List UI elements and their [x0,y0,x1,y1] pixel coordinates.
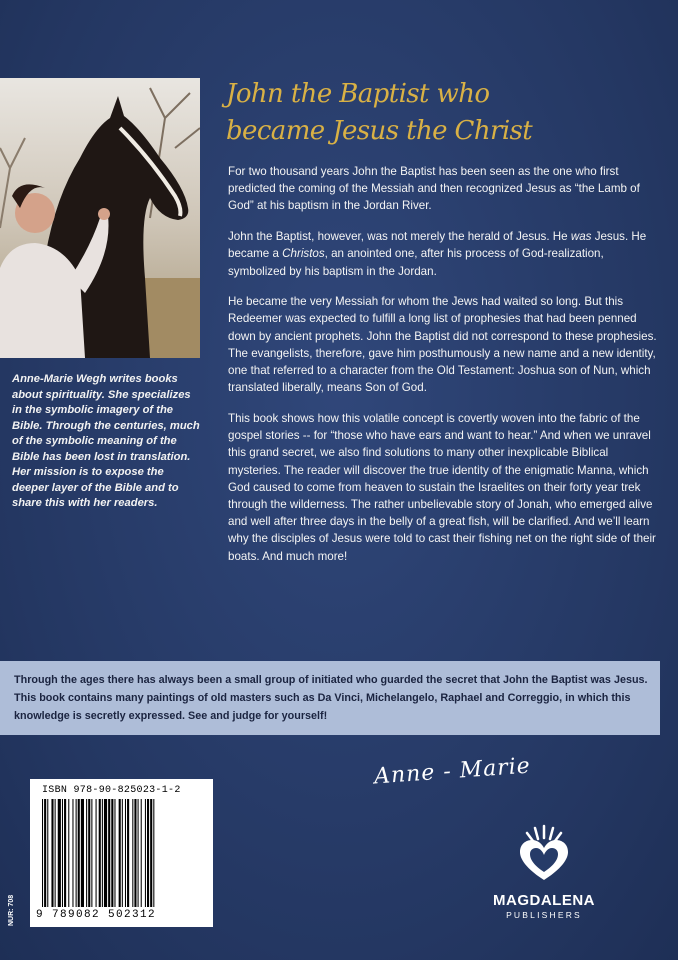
p2-emphasis-was: was [570,230,592,244]
isbn-barcode [30,779,213,927]
ean-digits: 9 789082 502312 [36,909,157,921]
banner-text: Through the ages there has always been a small group of initiated who guarded the secret that John the Baptist was Jesus. This book contains many paintings of old masters such as Da Vinci, Michelangelo, Raphael and Correggio, in which this knowledge is secretly expressed. See and judge for yourself! [14,674,648,722]
author-bio: Anne-Marie Wegh writes books about spirituality. She specializes in the symbolic imagery of the Bible. Through the centuries, much of the symbolic meaning of the Bible has been lost in translation. Her mission is to expose the deeper layer of the Bible and to share this with her readers. [12,373,200,509]
heart-sunburst-icon [516,822,572,884]
paragraph-1: For two thousand years John the Baptist has been seen as the one who first predicted the coming of the Messiah and then recognized Jesus as “the Lamb of God” at his baptism in the Jordan River. [228,165,640,213]
isbn-number: ISBN 978-90-825023-1-2 [42,785,181,796]
barcode-bars [40,799,203,907]
publisher-subtitle: PUBLISHERS [506,910,582,920]
title-line-2: became Jesus the Christ [226,116,533,146]
p2-part-b: Jesus. He became a [228,230,647,261]
p2-part-a: John the Baptist, however, was not merely the herald of Jesus. He [228,230,571,244]
p2-emphasis-christos: Christos [282,247,325,261]
description [228,163,660,578]
p2-part-c: , an anointed one, after his process of God-realization, symbolized by his baptism in the Jordan. [228,247,604,278]
author-signature: Anne - Marie [373,753,532,790]
publisher-name: MAGDALENA [493,892,595,909]
paragraph-2 [228,228,660,280]
title-line-1: John the Baptist who [226,79,490,109]
paragraph-3: He became the very Messiah for whom the Jews had waited so long. But this Redeemer was expected to fulfill a long list of prophesies that had been penned down by ancient prophets. John the Baptist did not correspond to these prophesies. The evangelists, therefore, gave him posthumously a new name and a new identity, one that referred to a character from the Old Testament: Joshua son of Nun, which translated liberally, means Son of God. [228,295,657,395]
book-title [226,76,666,150]
author-photo [0,78,200,358]
nur-code: NUR: 708 [8,894,15,926]
paragraph-4: This book shows how this volatile concept is covertly woven into the fabric of the gospel stories -- for “those who have ears and want to hear.” And when we unravel this grand secret, we also find solutions to many other inexplicable Biblical mysteries. The reader will discover the true identity of the enigmatic Manna, which God caused to come from heaven to sustain the Israelites on their forty year trek through the wilderness. The rather unbelievable story of Jonah, who emerged alive and well after three days in the belly of a great fish, will be clarified. And we’ll learn why the disciples of Jesus were told to cast their fishing net on the right side of their boats. And much more! [228,411,656,563]
summary-banner [0,661,660,735]
publisher-logo [484,822,604,922]
